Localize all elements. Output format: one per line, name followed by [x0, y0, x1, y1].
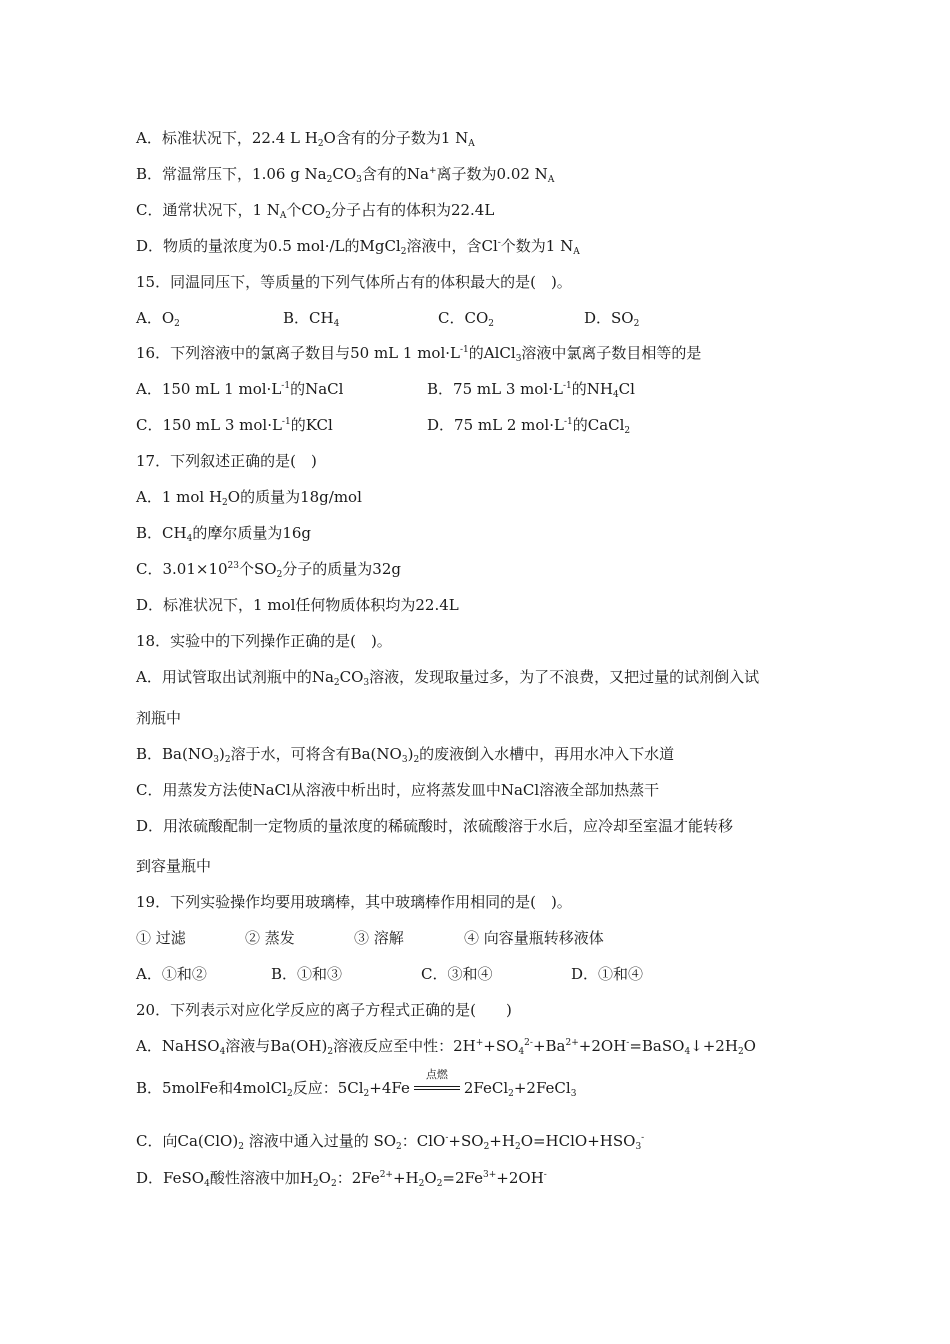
subscript: A: [573, 247, 580, 257]
text: ：2Fe: [336, 1169, 380, 1187]
text: =BaSO: [629, 1037, 685, 1055]
text: 分子占有的体积为22.4L: [330, 201, 495, 219]
text: O: [743, 1037, 756, 1055]
q14-option-a: [136, 128, 475, 148]
q18-option-d: D．用浓硫酸配制一定物质的量浓度的稀硫酸时，浓硫酸溶于水后，应冷却至室温才能转移: [136, 817, 734, 835]
text: +4Fe: [369, 1079, 410, 1097]
q19-option-c: C．③和④: [421, 965, 493, 983]
subscript: 2: [174, 319, 180, 329]
subscript: 2: [633, 319, 640, 329]
text: ↓+2H: [690, 1037, 738, 1055]
text: 溶于水，可将含有Ba(NO: [230, 745, 402, 763]
equals-bar: [414, 1089, 460, 1090]
q19-option-a: A．①和②: [136, 965, 207, 983]
text: 溶液中通入过量的 SO: [243, 1132, 397, 1150]
text: 的KCl: [290, 416, 333, 434]
text: 的AlCl: [468, 344, 516, 362]
subscript: 2: [326, 175, 333, 185]
subscript: 2: [418, 1179, 425, 1189]
equals-bar: [414, 1086, 460, 1087]
text: O含有的分子数为1 N: [323, 129, 469, 147]
q19-op-1: ① 过滤: [136, 929, 186, 947]
superscript: -1: [562, 381, 572, 391]
subscript: 2: [330, 1179, 337, 1189]
q20-stem: 20．下列表示对应化学反应的离子方程式正确的是( ): [136, 1001, 512, 1019]
text: A．NaHSO: [136, 1037, 220, 1055]
text: ): [407, 745, 414, 763]
text: +2FeCl: [513, 1079, 571, 1097]
text: 的NaCl: [290, 380, 344, 398]
q18-option-d-cont: 到容量瓶中: [136, 857, 212, 875]
superscript: -: [445, 1133, 449, 1143]
text: 含有的Na: [361, 165, 429, 183]
text: B．75 mL 3 mol·L: [427, 380, 563, 398]
text: =2Fe: [442, 1169, 483, 1187]
superscript: 23: [227, 561, 239, 571]
q20-option-b: [136, 1068, 577, 1099]
subscript: 2: [483, 1142, 490, 1152]
text: 的NH: [571, 380, 613, 398]
subscript: 2: [222, 498, 228, 508]
text: A．标准状况下，22.4 L H: [136, 129, 318, 147]
text: +2OH: [496, 1169, 544, 1187]
q19-op-2: ② 蒸发: [245, 929, 295, 947]
superscript: -: [543, 1170, 547, 1180]
text: O的质量为18g/mol: [227, 488, 362, 506]
text: 个数为1 N: [500, 237, 574, 255]
subscript: 3: [515, 354, 522, 364]
text: 16．下列溶液中的氯离子数目与50 mL 1 mol·L: [136, 344, 460, 362]
text: B．Ba(NO: [136, 745, 214, 763]
q19-option-b: B．①和③: [271, 965, 343, 983]
subscript: 4: [612, 390, 619, 400]
text: 溶液与Ba(OH): [225, 1037, 328, 1055]
superscript: 2-: [524, 1038, 533, 1048]
q14-option-b: [136, 164, 554, 184]
text: D．物质的量浓度为0.5 mol·/L的MgCl: [136, 237, 401, 255]
text: +2OH: [578, 1037, 627, 1055]
subscript: 2: [488, 319, 494, 329]
text: D．FeSO: [136, 1169, 205, 1187]
text: A．150 mL 1 mol·L: [136, 380, 282, 398]
superscript: 3+: [483, 1170, 497, 1180]
text: D．SO: [584, 309, 634, 327]
subscript: 2: [514, 1142, 521, 1152]
text: 2FeCl: [463, 1079, 509, 1097]
subscript: 2: [238, 1142, 244, 1152]
q17-stem: 17．下列叙述正确的是( ): [136, 452, 317, 470]
text: B．常温常压下，1.06 g Na: [136, 165, 327, 183]
superscript: -1: [281, 417, 291, 427]
q19-op-3: ③ 溶解: [354, 929, 404, 947]
subscript: 4: [219, 1047, 226, 1057]
q15-option-b: [283, 308, 339, 328]
text: 的摩尔质量为16g: [192, 524, 312, 542]
text: O=HClO+HSO: [520, 1132, 636, 1150]
q17-option-c: [136, 559, 401, 579]
text: C．通常状况下，1 N: [136, 201, 280, 219]
subscript: 4: [684, 1047, 691, 1057]
text: A．用试管取出试剂瓶中的Na: [136, 668, 334, 686]
q18-option-a: [136, 667, 759, 687]
subscript: 2: [286, 1089, 293, 1099]
text: C．CO: [438, 309, 489, 327]
q17-option-a: [136, 487, 362, 507]
superscript: -: [497, 238, 501, 248]
text: C．向Ca(ClO): [136, 1132, 239, 1150]
q14-option-c: [136, 200, 494, 220]
subscript: 2: [363, 1089, 370, 1099]
q20-option-c: [136, 1131, 644, 1151]
q16-option-a: [136, 379, 343, 399]
q17-option-d: D．标准状况下，1 mol任何物质体积均为22.4L: [136, 596, 459, 614]
text: B．CH: [283, 309, 334, 327]
text: O: [424, 1169, 437, 1187]
text: 的废液倒入水槽中，再用水冲入下水道: [419, 745, 675, 763]
text: +SO: [448, 1132, 484, 1150]
reaction-condition-label: 点燃: [425, 1068, 448, 1081]
q15-stem: 15．同温同压下，等质量的下列气体所占有的体积最大的是( )。: [136, 273, 572, 291]
subscript: 3: [401, 755, 408, 765]
text: B．CH: [136, 524, 187, 542]
q15-option-a: [136, 308, 180, 328]
q20-option-a: [136, 1036, 756, 1056]
subscript: 4: [186, 534, 193, 544]
text: 酸性溶液中加H: [209, 1169, 313, 1187]
subscript: 2: [737, 1047, 744, 1057]
q18-option-b: [136, 744, 674, 764]
text: A．O: [136, 309, 175, 327]
subscript: 3: [213, 755, 219, 765]
text: 离子数为0.02 N: [436, 165, 548, 183]
text: C．150 mL 3 mol·L: [136, 416, 282, 434]
q15-option-c: [438, 308, 494, 328]
q16-option-c: [136, 415, 333, 435]
subscript: 2: [624, 426, 631, 436]
subscript: 2: [436, 1179, 443, 1189]
subscript: 2: [333, 678, 340, 688]
q17-option-b: [136, 523, 311, 543]
reaction-condition-arrow: [414, 1068, 460, 1099]
superscript: -: [626, 1038, 630, 1048]
q18-option-c: C．用蒸发方法使NaCl从溶液中析出时，应将蒸发皿中NaCl溶液全部加热蒸干: [136, 781, 660, 799]
text: C．3.01×10: [136, 560, 228, 578]
text: 个CO: [286, 201, 326, 219]
text: +Ba: [532, 1037, 566, 1055]
subscript: A: [279, 211, 287, 221]
subscript: 4: [518, 1047, 525, 1057]
superscript: +: [475, 1038, 484, 1048]
text: 溶液反应至中性：2H: [333, 1037, 476, 1055]
subscript: 2: [224, 755, 231, 765]
text: ): [219, 745, 225, 763]
q19-op-4: ④ 向容量瓶转移液体: [464, 929, 604, 947]
text: 的CaCl: [572, 416, 625, 434]
subscript: 2: [396, 1142, 402, 1152]
q19-stem: 19．下列实验操作均要用玻璃棒，其中玻璃棒作用相同的是( )。: [136, 893, 572, 911]
subscript: 2: [400, 247, 407, 257]
text: Cl: [618, 380, 635, 398]
text: 反应：5Cl: [292, 1079, 364, 1097]
subscript: 2: [508, 1089, 514, 1099]
subscript: 2: [325, 211, 331, 221]
superscript: -1: [281, 381, 291, 391]
subscript: 4: [333, 319, 340, 329]
q20-option-d: [136, 1168, 547, 1188]
superscript: -1: [563, 417, 573, 427]
superscript: 2+: [379, 1170, 393, 1180]
subscript: 2: [312, 1179, 319, 1189]
text: B．5molFe和4molCl: [136, 1079, 287, 1097]
subscript: 2: [276, 570, 283, 580]
text: +SO: [483, 1037, 519, 1055]
text: D．75 mL 2 mol·L: [427, 416, 564, 434]
text: 个SO: [238, 560, 277, 578]
text: 溶液中，含Cl: [406, 237, 498, 255]
subscript: 2: [317, 139, 324, 149]
text: ：ClO: [401, 1132, 446, 1150]
q15-option-d: [584, 308, 639, 328]
q16-option-b: [427, 379, 635, 399]
text: CO: [332, 165, 357, 183]
q14-option-d: [136, 236, 580, 256]
superscript: +: [428, 166, 437, 176]
text: CO: [339, 668, 364, 686]
text: 溶液，发现取量过多，为了不浪费，又把过量的试剂倒入试: [369, 668, 760, 686]
subscript: 2: [327, 1047, 334, 1057]
q16-stem: [136, 343, 701, 363]
subscript: 4: [204, 1179, 210, 1189]
subscript: 3: [570, 1089, 577, 1099]
q19-option-d: D．①和④: [571, 965, 644, 983]
text: +H: [392, 1169, 419, 1187]
subscript: 3: [363, 678, 370, 688]
subscript: A: [547, 175, 555, 185]
superscript: -1: [460, 345, 469, 355]
text: +H: [489, 1132, 515, 1150]
text: 溶液中氯离子数目相等的是: [521, 344, 702, 362]
q18-stem: 18．实验中的下列操作正确的是( )。: [136, 632, 392, 650]
subscript: A: [468, 139, 475, 149]
superscript: 2+: [565, 1038, 579, 1048]
q18-option-a-cont: 剂瓶中: [136, 709, 182, 727]
text: 分子的质量为32g: [282, 560, 401, 578]
subscript: 2: [413, 755, 420, 765]
subscript: 3: [635, 1142, 642, 1152]
subscript: 3: [356, 175, 362, 185]
text: O: [318, 1169, 331, 1187]
q16-option-d: [427, 415, 630, 435]
superscript: -: [641, 1133, 645, 1143]
text: A．1 mol H: [136, 488, 223, 506]
